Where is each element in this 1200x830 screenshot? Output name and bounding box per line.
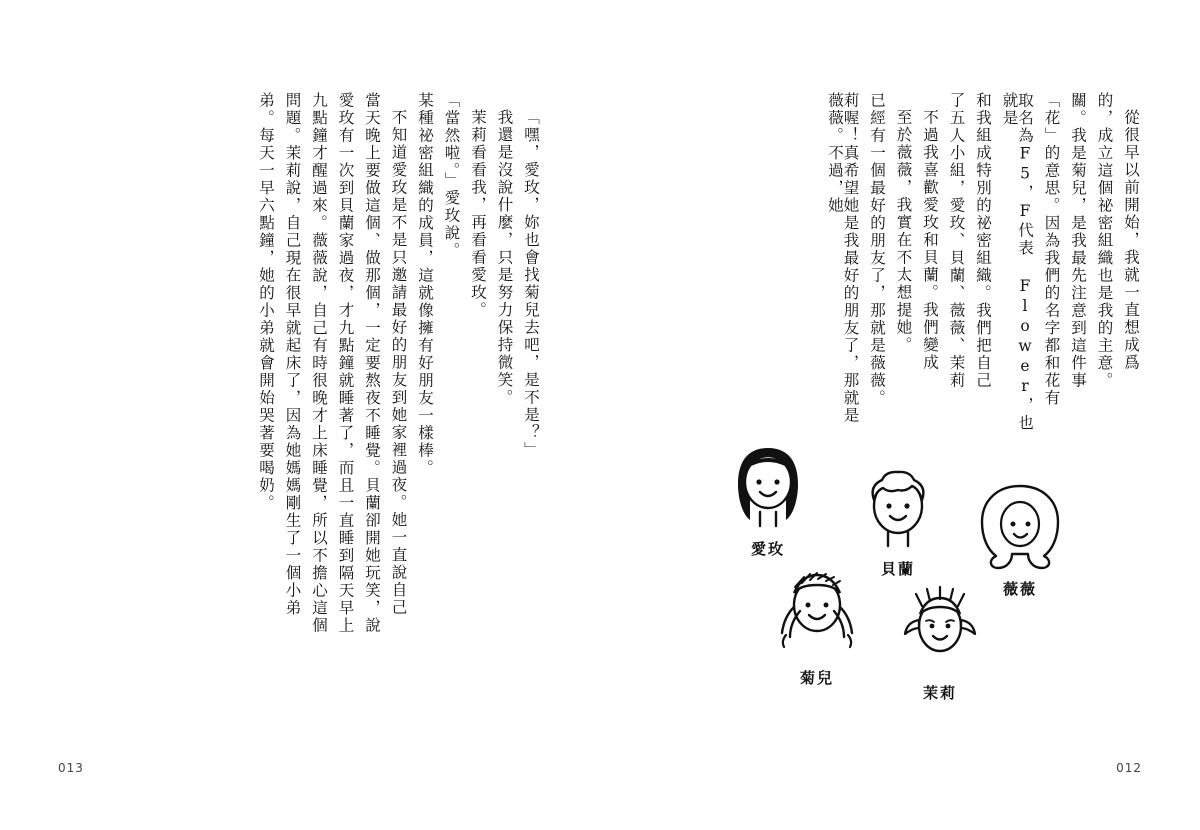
character-name: 薇薇	[1002, 580, 1037, 598]
character-name: 貝蘭	[880, 560, 915, 578]
character-beilan	[850, 460, 946, 579]
text-line: 愛玫有一次到貝蘭家過夜，才九點鐘就睡著了，而且一直睡到隔天早上	[336, 92, 355, 635]
girl-braids-icon	[762, 565, 872, 665]
text-line: 問題。茉莉說，自己現在很早就起床了，因為她媽媽剛生了一個小弟	[283, 92, 302, 617]
girl-big-curly-hair-icon	[968, 480, 1072, 576]
text-line: 不知道愛玫是不是只邀請最好的朋友到她家裡過夜。她一直說自己	[389, 109, 408, 617]
text-line: 至於薇薇，我實在不太想提她。	[894, 109, 913, 354]
girl-pigtails-icon	[890, 580, 990, 680]
text-line: 關。我是菊兒，是我最先注意到這件事	[1069, 92, 1087, 390]
text-line: 某種祕密組織的成員，這就像擁有好朋友一樣棒。	[416, 92, 434, 477]
character-moli	[890, 580, 990, 703]
text-line: 已經有一個最好的朋友了，那就是薇薇。	[868, 92, 886, 407]
text-line: 「嘿，愛玫，妳也會找菊兒去吧，是不是？」	[522, 109, 540, 459]
character-illustrations	[690, 440, 1130, 720]
text-line: 和我組成特別的祕密組織。我們把自己	[974, 92, 992, 390]
text-line: 「花」的意思。因為我們的名字都和花有	[1042, 92, 1061, 407]
text-line: 不過我喜歡愛玫和貝蘭。我們變成	[921, 109, 939, 372]
text-line: 當天晚上要做這個、做那個，一定要熬夜不睡覺。貝蘭卻開她玩笑，說	[363, 92, 381, 635]
text-line: 的，成立這個祕密組織也是我的主意。	[1095, 92, 1114, 390]
character-aimei	[720, 440, 816, 559]
character-name: 愛玫	[750, 540, 785, 558]
girl-curly-short-hair-icon	[850, 460, 946, 556]
girl-bob-hair-icon	[720, 440, 816, 536]
character-juer	[762, 565, 872, 688]
text-line: 九點鐘才醒過來。薇薇說，自己有時很晚才上床睡覺，所以不擔心這個	[310, 92, 328, 635]
page-number-left: 013	[58, 761, 84, 775]
right-page-text	[816, 92, 1139, 437]
text-line: 從很早以前開始，我就一直想成爲	[1122, 109, 1140, 372]
text-line: 了五人小組，愛玫、貝蘭、薇薇、茉莉	[947, 92, 966, 390]
page-number-right: 012	[1116, 761, 1142, 775]
text-line: 「當然啦。」愛玫說。	[442, 92, 461, 260]
left-page-text	[247, 92, 539, 692]
character-name: 茉莉	[922, 684, 957, 702]
text-line: 取名為F5，F代表 Flower，也就是	[1000, 92, 1034, 432]
text-line: 茉莉看看我，再看看愛玫。	[469, 109, 487, 319]
text-line: 莉喔！真希望她是我最好的朋友了，那就是薇薇。不過，她	[826, 92, 860, 425]
text-line: 我還是沒說什麼，只是努力保持微笑。	[495, 109, 514, 407]
text-line: 弟。每天一早六點鐘，她的小弟就會開始哭著要喝奶。	[257, 92, 275, 512]
character-name: 菊兒	[799, 669, 834, 687]
